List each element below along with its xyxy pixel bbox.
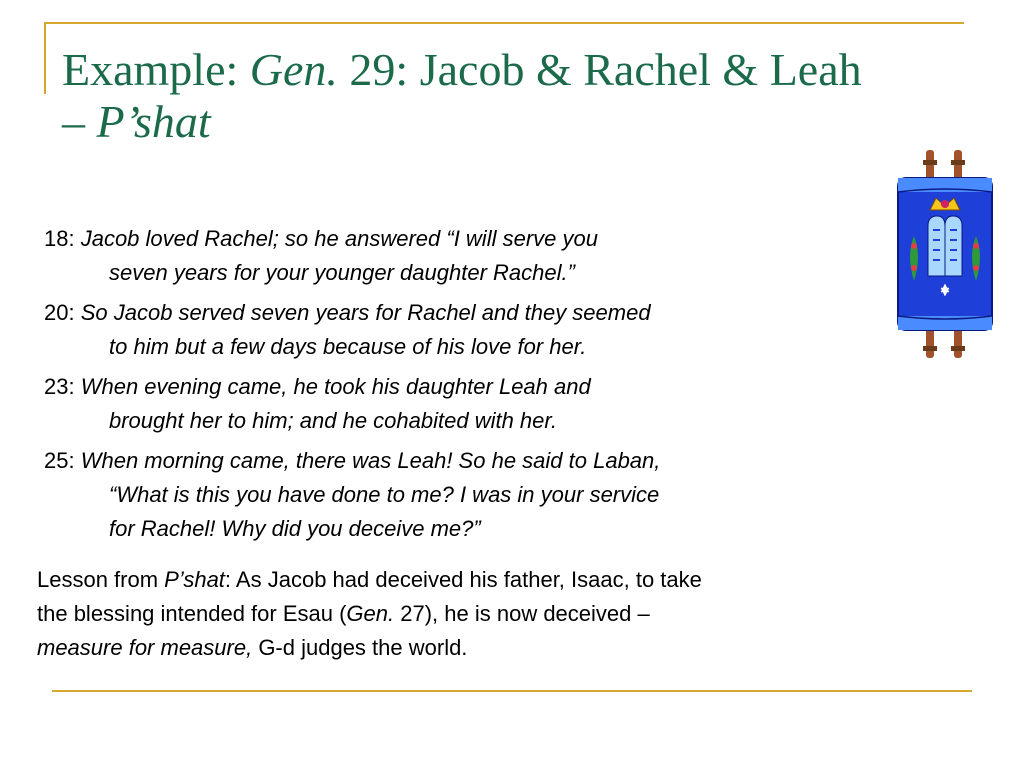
verse-text: Jacob loved Rachel; so he answered “I will serve you — [80, 226, 598, 251]
bottom-rule — [52, 690, 972, 692]
verse-text: to him but a few days because of his love for her. — [109, 334, 587, 359]
slide-title — [62, 44, 982, 148]
title-pshat: P’shat — [96, 96, 211, 147]
title-rest: 29: Jacob & Rachel & Leah — [337, 44, 862, 95]
lesson-gen: Gen. — [346, 601, 395, 626]
title-book: Gen. — [249, 44, 338, 95]
verse-number: 25: — [44, 448, 81, 473]
lesson-measure: measure for measure, — [37, 635, 253, 660]
verse-text: seven years for your younger daughter Rachel.” — [109, 260, 575, 285]
verse-number: 23: — [44, 374, 81, 399]
top-rule — [44, 22, 964, 24]
verse-line — [44, 370, 864, 404]
verse-line — [44, 222, 864, 256]
verse-line — [44, 296, 864, 330]
verse-18 — [44, 222, 864, 290]
lesson-text: G-d judges the world. — [252, 635, 468, 660]
verse-text: “What is this you have done to me? I was in your service — [109, 482, 660, 507]
verse-text: When morning came, there was Leah! So he said to Laban, — [80, 448, 661, 473]
verse-23 — [44, 370, 864, 438]
left-rule — [44, 22, 46, 94]
title-prefix: Example: — [62, 44, 250, 95]
torah-scroll-icon — [892, 146, 998, 362]
lesson-text: 27), he is now deceived – — [394, 601, 650, 626]
verse-text: for Rachel! Why did you deceive me?” — [109, 516, 481, 541]
lesson-text: the blessing intended for Esau ( — [37, 601, 347, 626]
lesson-paragraph — [37, 563, 937, 665]
verse-20 — [44, 296, 864, 364]
verse-text: brought her to him; and he cohabited with her. — [109, 408, 558, 433]
lesson-pshat: P’shat — [164, 567, 225, 592]
verse-number: 18: — [44, 226, 81, 251]
verse-text: So Jacob served seven years for Rachel and they seemed — [80, 300, 651, 325]
lesson-text: : As Jacob had deceived his father, Isaac, to take — [224, 567, 702, 592]
verse-line — [44, 444, 864, 478]
verse-list — [44, 222, 864, 552]
verse-number: 20: — [44, 300, 81, 325]
lesson-text: Lesson from — [37, 567, 165, 592]
verse-text: When evening came, he took his daughter Leah and — [80, 374, 591, 399]
verse-25 — [44, 444, 864, 546]
title-dash: – — [62, 96, 97, 147]
